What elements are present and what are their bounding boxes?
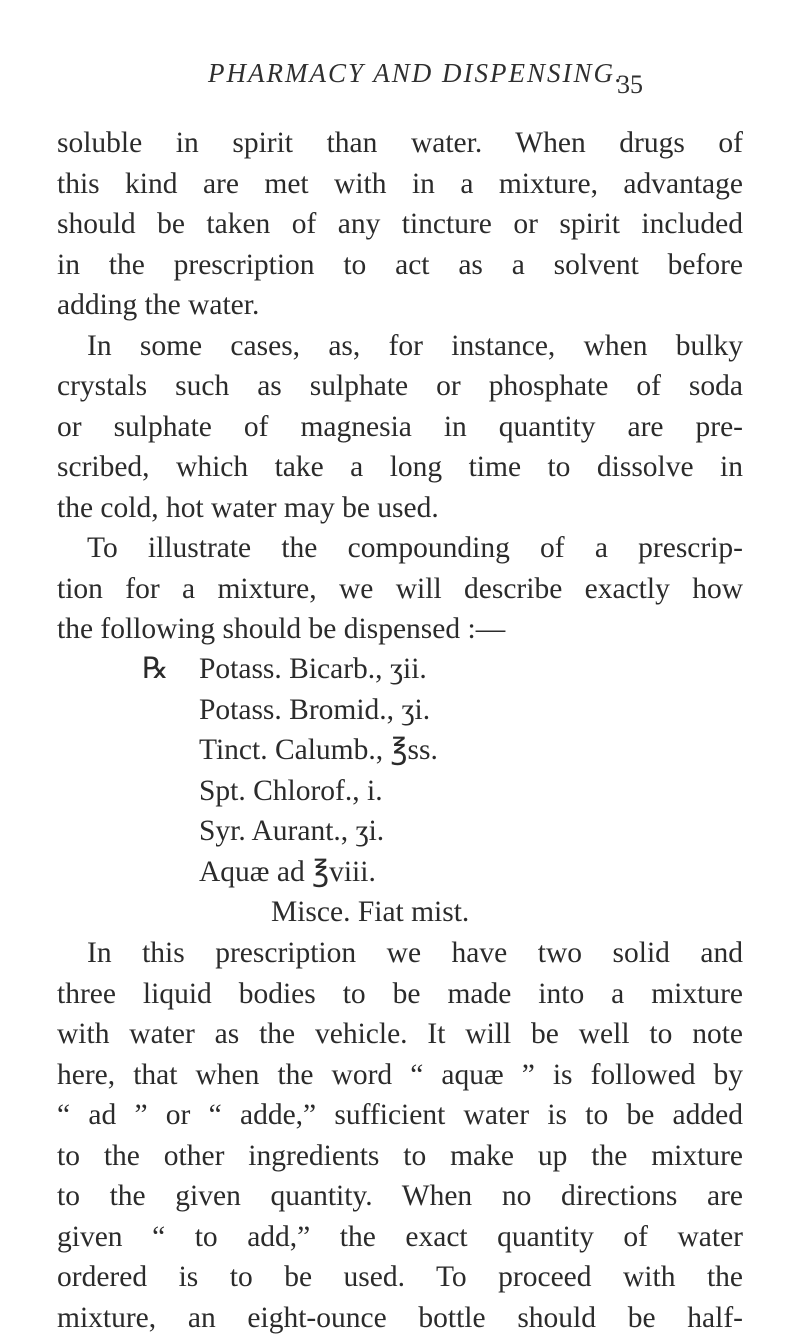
page-number: 35	[617, 70, 643, 100]
paragraph	[57, 933, 743, 1338]
text-line: with water as the vehicle. It will be well to note	[57, 1014, 743, 1055]
running-head: PHARMACY AND DISPENSING.	[208, 58, 624, 89]
text-line: crystals such as sulphate or phosphate of soda	[57, 366, 743, 407]
prescription-item: Aquæ ad ℥viii.	[199, 852, 469, 893]
paragraph-continued	[57, 123, 743, 650]
prescription-item-text: Potass. Bicarb., ʒii.	[199, 653, 427, 685]
text-line: or sulphate of magnesia in quantity are pre-	[57, 407, 743, 448]
text-line: to the given quantity. When no directions are	[57, 1176, 743, 1217]
prescription-item	[199, 649, 469, 690]
text-line: given “ to add,” the exact quantity of water	[57, 1217, 743, 1258]
prescription-item: Syr. Aurant., ʒi.	[199, 811, 469, 852]
text-line: ordered is to be used. To proceed with the	[57, 1257, 743, 1298]
text-line: the following should be dispensed :—	[57, 609, 743, 650]
prescription-item: Spt. Chlorof., i.	[199, 771, 469, 812]
text-line: tion for a mixture, we will describe exactly how	[57, 569, 743, 610]
text-line: “ ad ” or “ adde,” sufficient water is to be added	[57, 1095, 743, 1136]
prescription	[199, 649, 469, 933]
text-line: adding the water.	[57, 285, 743, 326]
text-line: to the other ingredients to make up the mixture	[57, 1136, 743, 1177]
text-line: this kind are met with in a mixture, advantage	[57, 164, 743, 205]
text-line: In this prescription we have two solid and	[57, 933, 743, 974]
text-line: the cold, hot water may be used.	[57, 488, 743, 529]
text-line: soluble in spirit than water. When drugs of	[57, 123, 743, 164]
text-line: should be taken of any tincture or spirit included	[57, 204, 743, 245]
text-line: To illustrate the compounding of a prescrip-	[57, 528, 743, 569]
prescription-item: Potass. Bromid., ʒi.	[199, 690, 469, 731]
text-line: here, that when the word “ aquæ ” is followed by	[57, 1055, 743, 1096]
prescription-closing: Misce. Fiat mist.	[199, 892, 469, 933]
prescription-item: Tinct. Calumb., ℥ss.	[199, 730, 469, 771]
text-line: mixture, an eight-ounce bottle should be half-	[57, 1298, 743, 1338]
text-line: in the prescription to act as a solvent before	[57, 245, 743, 286]
recipe-symbol: ℞	[142, 649, 168, 690]
text-line: In some cases, as, for instance, when bulky	[57, 326, 743, 367]
text-line: scribed, which take a long time to dissolve in	[57, 447, 743, 488]
text-line: three liquid bodies to be made into a mixture	[57, 974, 743, 1015]
